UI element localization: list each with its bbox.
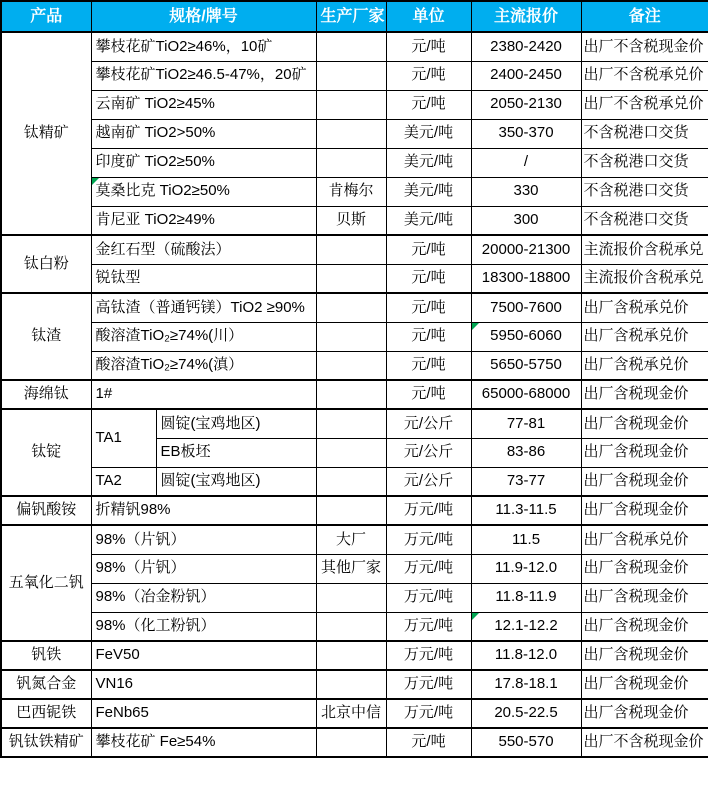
note-cell: 不含税港口交货 — [581, 206, 708, 235]
product-cell: 巴西铌铁 — [1, 699, 91, 728]
unit-cell: 元/吨 — [386, 235, 471, 264]
spec-cell: 印度矿 TiO2≥50% — [91, 148, 316, 177]
vendor-cell — [316, 496, 386, 525]
note-cell: 不含税港口交货 — [581, 119, 708, 148]
note-cell: 出厂含税现金价 — [581, 554, 708, 583]
table-row — [1, 496, 708, 525]
cell-flag-icon — [92, 178, 99, 185]
unit-cell: 万元/吨 — [386, 699, 471, 728]
unit-cell: 万元/吨 — [386, 612, 471, 641]
price-cell: 5650-5750 — [471, 351, 581, 380]
table-row — [1, 322, 708, 351]
vendor-cell — [316, 612, 386, 641]
price-text: 5950-6060 — [490, 327, 562, 345]
vendor-cell — [316, 293, 386, 322]
product-cell: 海绵钛 — [1, 380, 91, 409]
spec-cell: 酸溶渣TiO₂≥74%(川） — [91, 322, 316, 351]
price-cell: 65000-68000 — [471, 380, 581, 409]
note-cell: 出厂含税承兑价 — [581, 525, 708, 554]
price-cell — [471, 612, 581, 641]
note-cell: 出厂含税现金价 — [581, 467, 708, 496]
table-row — [1, 264, 708, 293]
vendor-cell — [316, 351, 386, 380]
unit-cell: 万元/吨 — [386, 554, 471, 583]
unit-cell: 万元/吨 — [386, 583, 471, 612]
unit-cell: 美元/吨 — [386, 119, 471, 148]
product-cell: 钛渣 — [1, 293, 91, 380]
header-row — [1, 1, 708, 32]
spec-cell: EB板坯 — [156, 438, 316, 467]
vendor-cell — [316, 119, 386, 148]
product-cell: 钒钛铁精矿 — [1, 728, 91, 757]
unit-cell: 美元/吨 — [386, 177, 471, 206]
unit-cell: 万元/吨 — [386, 496, 471, 525]
price-cell: 11.8-12.0 — [471, 641, 581, 670]
product-cell: 钛锭 — [1, 409, 91, 496]
table-row — [1, 351, 708, 380]
note-cell: 出厂含税现金价 — [581, 438, 708, 467]
unit-cell: 万元/吨 — [386, 641, 471, 670]
note-cell: 出厂含税承兑价 — [581, 293, 708, 322]
product-cell: 钛白粉 — [1, 235, 91, 293]
price-cell: 83-86 — [471, 438, 581, 467]
vendor-cell: 大厂 — [316, 525, 386, 554]
table-row — [1, 525, 708, 554]
spec-cell: 锐钛型 — [91, 264, 316, 293]
vendor-cell — [316, 148, 386, 177]
note-cell: 主流报价含税承兑 — [581, 264, 708, 293]
price-cell: / — [471, 148, 581, 177]
price-cell: 11.9-12.0 — [471, 554, 581, 583]
spec-cell: FeNb65 — [91, 699, 316, 728]
header-spec: 规格/牌号 — [91, 1, 316, 32]
spec-cell: VN16 — [91, 670, 316, 699]
price-cell: 11.5 — [471, 525, 581, 554]
unit-cell: 万元/吨 — [386, 525, 471, 554]
note-cell: 出厂不含税承兑价 — [581, 61, 708, 90]
note-cell: 出厂不含税承兑价 — [581, 90, 708, 119]
note-cell: 出厂含税现金价 — [581, 496, 708, 525]
product-cell: 偏钒酸铵 — [1, 496, 91, 525]
vendor-cell — [316, 467, 386, 496]
note-cell: 出厂不含税现金价 — [581, 728, 708, 757]
table-row — [1, 670, 708, 699]
spec-cell: 攀枝花矿TiO2≥46%，10矿 — [91, 32, 316, 61]
table-row — [1, 583, 708, 612]
spec-cell — [91, 177, 316, 206]
note-cell: 不含税港口交货 — [581, 148, 708, 177]
note-cell: 主流报价含税承兑 — [581, 235, 708, 264]
price-cell: 17.8-18.1 — [471, 670, 581, 699]
header-price: 主流报价 — [471, 1, 581, 32]
unit-cell: 元/公斤 — [386, 409, 471, 438]
price-cell: 550-570 — [471, 728, 581, 757]
vendor-cell: 其他厂家 — [316, 554, 386, 583]
unit-cell: 元/吨 — [386, 32, 471, 61]
spec-cell: 98%（冶金粉钒） — [91, 583, 316, 612]
table-row — [1, 90, 708, 119]
price-cell: 20.5-22.5 — [471, 699, 581, 728]
unit-cell: 元/吨 — [386, 728, 471, 757]
table-row — [1, 699, 708, 728]
price-cell: 11.3-11.5 — [471, 496, 581, 525]
vendor-cell — [316, 380, 386, 409]
unit-cell: 元/吨 — [386, 293, 471, 322]
table-row — [1, 467, 708, 496]
price-cell: 18300-18800 — [471, 264, 581, 293]
unit-cell: 美元/吨 — [386, 206, 471, 235]
table-row — [1, 61, 708, 90]
spec-cell: 云南矿 TiO2≥45% — [91, 90, 316, 119]
table-row — [1, 293, 708, 322]
table-row — [1, 206, 708, 235]
spec-text: 莫桑比克 TiO2≥50% — [95, 182, 230, 200]
table-row — [1, 235, 708, 264]
product-cell: 钛精矿 — [1, 32, 91, 235]
vendor-cell — [316, 32, 386, 61]
grade-cell: TA1 — [91, 409, 156, 467]
unit-cell: 元/公斤 — [386, 467, 471, 496]
cell-flag-icon — [472, 613, 479, 620]
table-row — [1, 612, 708, 641]
note-cell: 出厂含税现金价 — [581, 612, 708, 641]
spec-cell: 圆锭(宝鸡地区) — [156, 467, 316, 496]
price-cell: 20000-21300 — [471, 235, 581, 264]
vendor-cell — [316, 61, 386, 90]
header-unit: 单位 — [386, 1, 471, 32]
table-row — [1, 177, 708, 206]
note-cell: 出厂含税承兑价 — [581, 351, 708, 380]
price-cell: 300 — [471, 206, 581, 235]
note-cell: 出厂含税现金价 — [581, 583, 708, 612]
vendor-cell — [316, 728, 386, 757]
table-row — [1, 409, 708, 438]
cell-flag-icon — [472, 323, 479, 330]
vendor-cell: 贝斯 — [316, 206, 386, 235]
note-cell: 出厂不含税现金价 — [581, 32, 708, 61]
vendor-cell — [316, 90, 386, 119]
vendor-cell: 肯梅尔 — [316, 177, 386, 206]
vendor-cell — [316, 438, 386, 467]
product-cell: 钒氮合金 — [1, 670, 91, 699]
spec-cell: 98%（化工粉钒） — [91, 612, 316, 641]
price-cell: 2380-2420 — [471, 32, 581, 61]
vendor-cell — [316, 264, 386, 293]
table-row — [1, 148, 708, 177]
note-cell: 出厂含税现金价 — [581, 699, 708, 728]
spec-cell: 高钛渣（普通钙镁）TiO2 ≥90% — [91, 293, 316, 322]
unit-cell: 元/吨 — [386, 61, 471, 90]
spec-cell: 98%（片钒） — [91, 554, 316, 583]
price-cell: 7500-7600 — [471, 293, 581, 322]
vendor-cell — [316, 641, 386, 670]
product-cell: 钒铁 — [1, 641, 91, 670]
product-cell: 五氧化二钒 — [1, 525, 91, 641]
price-cell: 73-77 — [471, 467, 581, 496]
vendor-cell — [316, 322, 386, 351]
table-row — [1, 119, 708, 148]
price-cell: 2050-2130 — [471, 90, 581, 119]
table-row — [1, 32, 708, 61]
header-vendor: 生产厂家 — [316, 1, 386, 32]
vendor-cell: 北京中信 — [316, 699, 386, 728]
unit-cell: 元/吨 — [386, 322, 471, 351]
note-cell: 出厂含税现金价 — [581, 380, 708, 409]
spec-cell: 攀枝花矿TiO2≥46.5-47%，20矿 — [91, 61, 316, 90]
note-cell: 出厂含税现金价 — [581, 641, 708, 670]
table-row — [1, 728, 708, 757]
price-cell: 330 — [471, 177, 581, 206]
header-note: 备注 — [581, 1, 708, 32]
spec-cell: 越南矿 TiO2>50% — [91, 119, 316, 148]
unit-cell: 元/公斤 — [386, 438, 471, 467]
table-row — [1, 554, 708, 583]
vendor-cell — [316, 235, 386, 264]
note-cell: 出厂含税现金价 — [581, 409, 708, 438]
price-cell: 11.8-11.9 — [471, 583, 581, 612]
spec-cell: 折精钒98% — [91, 496, 316, 525]
spec-cell: 攀枝花矿 Fe≥54% — [91, 728, 316, 757]
price-cell: 2400-2450 — [471, 61, 581, 90]
spec-cell: 金红石型（硫酸法） — [91, 235, 316, 264]
unit-cell: 元/吨 — [386, 90, 471, 119]
unit-cell: 元/吨 — [386, 264, 471, 293]
spec-cell: 圆锭(宝鸡地区) — [156, 409, 316, 438]
price-cell: 77-81 — [471, 409, 581, 438]
price-cell — [471, 322, 581, 351]
price-cell: 350-370 — [471, 119, 581, 148]
price-text: 12.1-12.2 — [494, 617, 558, 634]
unit-cell: 元/吨 — [386, 380, 471, 409]
spec-cell: FeV50 — [91, 641, 316, 670]
vendor-cell — [316, 670, 386, 699]
header-product: 产品 — [1, 1, 91, 32]
note-cell: 出厂含税现金价 — [581, 670, 708, 699]
spec-cell: 酸溶渣TiO₂≥74%(滇） — [91, 351, 316, 380]
grade-cell: TA2 — [91, 467, 156, 496]
note-cell: 出厂含税承兑价 — [581, 322, 708, 351]
vendor-cell — [316, 583, 386, 612]
unit-cell: 万元/吨 — [386, 670, 471, 699]
unit-cell: 元/吨 — [386, 351, 471, 380]
spec-cell: 98%（片钒） — [91, 525, 316, 554]
spec-cell: 肯尼亚 TiO2≥49% — [91, 206, 316, 235]
note-cell: 不含税港口交货 — [581, 177, 708, 206]
unit-cell: 美元/吨 — [386, 148, 471, 177]
table-row — [1, 380, 708, 409]
vendor-cell — [316, 409, 386, 438]
table-row — [1, 641, 708, 670]
spec-cell: 1# — [91, 380, 316, 409]
